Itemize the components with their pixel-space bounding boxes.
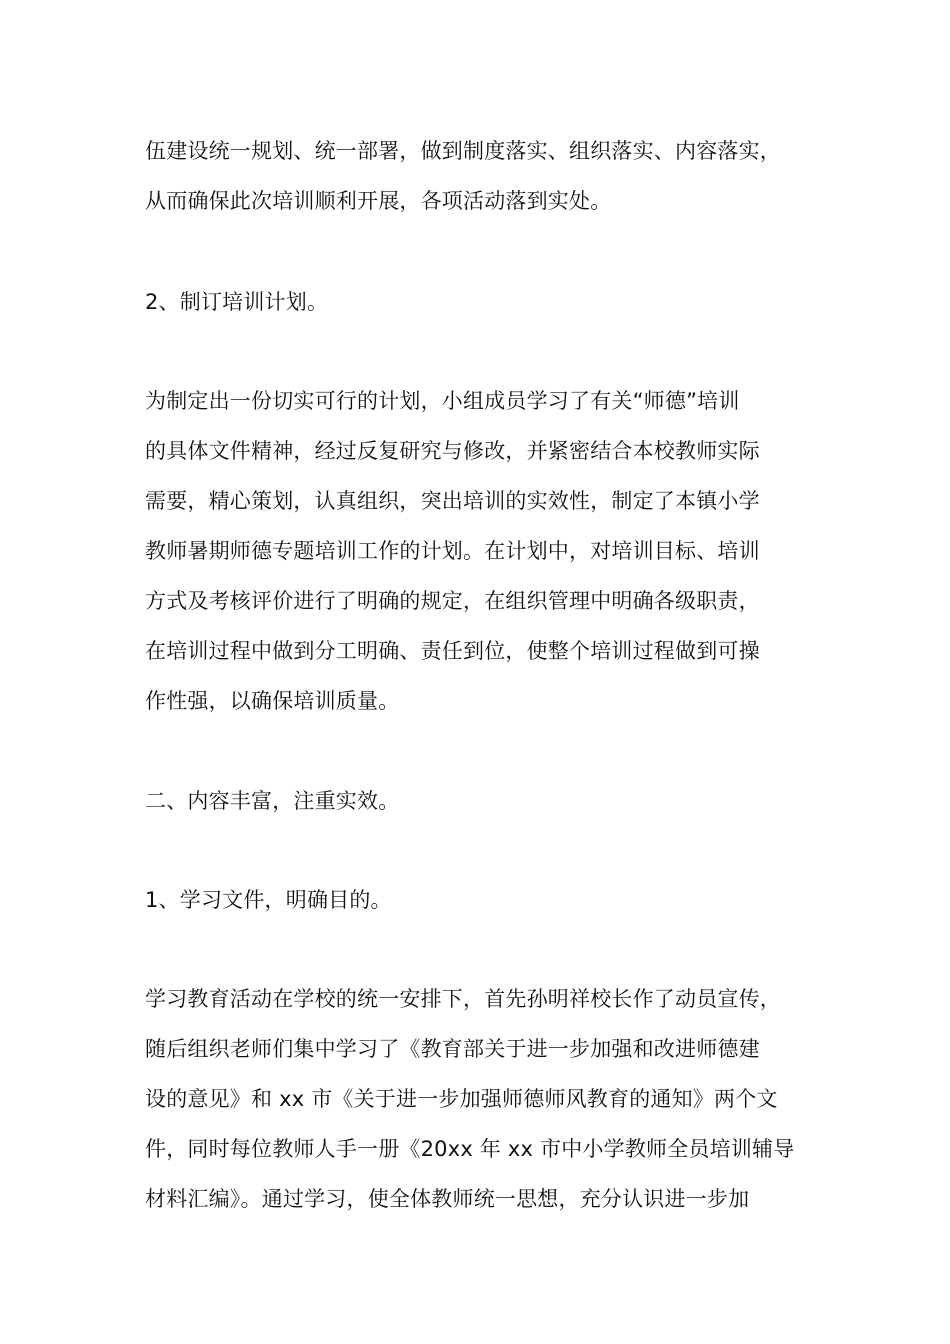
paragraph-line: 的具体文件精神，经过反复研究与修改，并紧密结合本校教师实际 [145,439,760,463]
section-heading: 2、制订培训计划。 [145,290,329,314]
paragraph-line: 设的意见》和 xx 市《关于进一步加强师德师风教育的通知》两个文 [145,1087,778,1111]
paragraph-line: 从而确保此次培训顺利开展，各项活动落到实处。 [145,189,612,213]
paragraph-line: 件，同时每位教师人手一册《20xx 年 xx 市中小学教师全员培训辅导 [145,1137,795,1161]
paragraph-line: 材料汇编》。通过学习，使全体教师统一思想，充分认识进一步加 [145,1187,750,1211]
paragraph-line: 需要，精心策划，认真组织，突出培训的实效性，制定了本镇小学 [145,489,760,513]
paragraph-line: 作性强，以确保培训质量。 [145,689,400,713]
paragraph-line: 为制定出一份切实可行的计划，小组成员学习了有关“师德”培训 [145,389,740,413]
section-heading: 二、内容丰富，注重实效。 [145,789,400,813]
paragraph-line: 在培训过程中做到分工明确、责任到位，使整个培训过程做到可操 [145,639,760,663]
paragraph-line: 随后组织老师们集中学习了《教育部关于进一步加强和改进师德建 [145,1037,760,1061]
paragraph-line: 伍建设统一规划、统一部署，做到制度落实、组织落实、内容落实， [145,139,781,163]
paragraph-line: 学习教育活动在学校的统一安排下，首先孙明祥校长作了动员宣传， [145,987,781,1011]
section-heading: 1、学习文件，明确目的。 [145,888,392,912]
paragraph-line: 教师暑期师德专题培训工作的计划。在计划中，对培训目标、培训 [145,539,760,563]
paragraph-line: 方式及考核评价进行了明确的规定，在组织管理中明确各级职责， [145,589,760,613]
